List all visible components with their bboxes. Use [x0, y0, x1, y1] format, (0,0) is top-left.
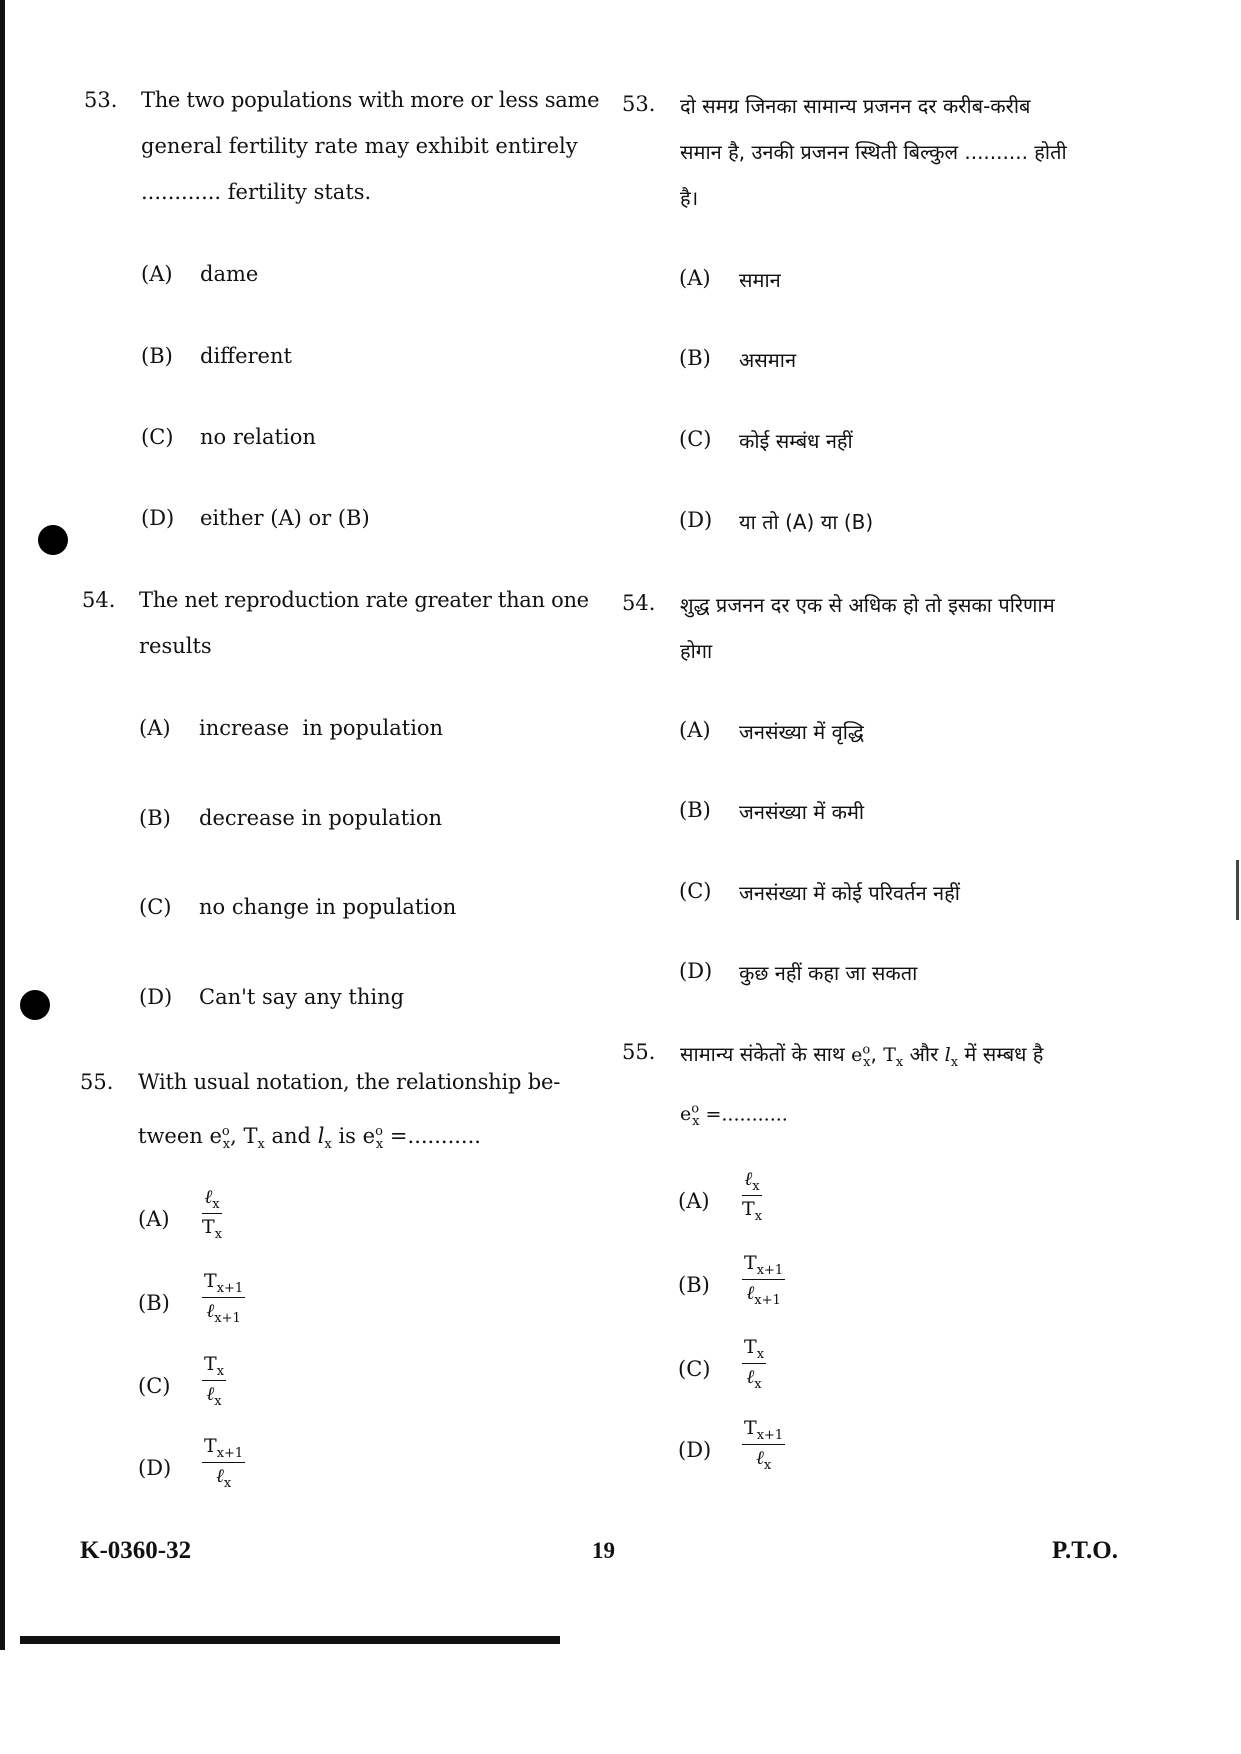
punch-hole-top: [38, 525, 68, 555]
option-label: (B): [678, 1273, 710, 1297]
option-label: (A): [141, 262, 173, 286]
option-label: (C): [678, 1357, 711, 1381]
option-text: dame: [200, 262, 259, 286]
option-fraction: ℓ$_x$ $T_x$: [742, 1168, 763, 1224]
question-line: समान है, उनकी प्रजनन स्थिती बिल्कुल .......... होती: [680, 140, 1067, 164]
e-symbol: $e^o_x$: [680, 1102, 700, 1130]
question-line-formula: $e^o_x$ =...........: [680, 1102, 788, 1130]
option-text: या तो (A) या (B): [739, 510, 874, 534]
option-label: (C): [679, 879, 712, 903]
question-line: शुद्ध प्रजनन दर एक से अधिक हो तो इसका परिणाम: [680, 593, 1055, 617]
option-text: either (A) or (B): [200, 506, 370, 530]
option-label: (D): [679, 959, 713, 983]
left-margin-line: [0, 0, 5, 1650]
page-number: 19: [592, 1538, 615, 1563]
question-number: 54.: [622, 591, 656, 615]
option-label: (D): [138, 1456, 172, 1480]
bottom-rule: [20, 1636, 560, 1644]
option-label: (B): [679, 798, 711, 822]
option-text: जनसंख्या में कमी: [739, 800, 865, 824]
option-label: (C): [138, 1374, 171, 1398]
option-fraction: $T_{x+1}$ ℓ$_{x+1}$: [204, 1270, 244, 1326]
l-symbol: $l_x$: [944, 1044, 959, 1070]
option-fraction: $T_{x+1}$ ℓ$_x$: [744, 1417, 784, 1473]
option-fraction: $T_{x+1}$ ℓ$_{x+1}$: [744, 1252, 784, 1308]
paper-code: K-0360-32: [80, 1537, 192, 1564]
option-label: (A): [138, 1207, 170, 1231]
l-symbol: $l_x$: [317, 1124, 332, 1153]
option-label: (D): [678, 1438, 712, 1462]
option-label: (B): [139, 806, 171, 830]
option-label: (C): [141, 425, 174, 449]
question-number: 53.: [84, 88, 118, 112]
question-line: दो समग्र जिनका सामान्य प्रजनन दर करीब-करीब: [680, 94, 1031, 118]
question-line: With usual notation, the relationship be-: [138, 1070, 561, 1094]
option-label: (D): [679, 508, 713, 532]
option-label: (D): [141, 506, 175, 530]
option-label: (A): [679, 266, 711, 290]
t-symbol: $T_x$: [883, 1044, 904, 1070]
option-text: no relation: [200, 425, 316, 449]
question-line: ............ fertility stats.: [141, 180, 372, 204]
question-line: The net reproduction rate greater than one: [139, 588, 589, 612]
option-text: समान: [739, 268, 781, 292]
option-text: no change in population: [199, 895, 457, 919]
option-label: (A): [678, 1189, 710, 1213]
option-fraction: $T_{x+1}$ ℓ$_x$: [204, 1435, 244, 1491]
t-symbol: $T_x$: [243, 1124, 265, 1153]
punch-hole-bottom: [20, 990, 50, 1020]
option-text: Can't say any thing: [199, 985, 405, 1009]
option-label: (C): [139, 895, 172, 919]
question-number: 54.: [82, 588, 116, 612]
question-line: है।: [680, 186, 699, 210]
question-line-formula: सामान्य संकेतों के साथ $e^o_x$, $T_x$ और $l_x$ में सम्बध है: [680, 1042, 1044, 1070]
question-number: 55.: [622, 1040, 656, 1064]
option-label: (B): [138, 1291, 170, 1315]
question-line: results: [139, 634, 212, 658]
option-label: (C): [679, 427, 712, 451]
question-number: 53.: [622, 92, 656, 116]
option-label: (D): [139, 985, 173, 1009]
option-text: जनसंख्या में कोई परिवर्तन नहीं: [739, 881, 960, 905]
question-line: general fertility rate may exhibit entirely: [141, 134, 578, 158]
option-text: जनसंख्या में वृद्धि: [739, 720, 864, 744]
option-text: असमान: [739, 348, 797, 372]
question-number: 55.: [80, 1070, 114, 1094]
option-text: कोई सम्बंध नहीं: [739, 429, 853, 453]
option-text: increase in population: [199, 716, 444, 740]
e-symbol: $e^o_x$: [209, 1124, 231, 1153]
option-fraction: ℓ$_x$ $T_x$: [202, 1186, 223, 1242]
e-symbol: $e^o_x$: [362, 1124, 384, 1153]
e-symbol: $e^o_x$: [851, 1042, 871, 1070]
option-text: कुछ नहीं कहा जा सकता: [739, 961, 918, 985]
question-line: होगा: [680, 639, 713, 663]
question-line-formula: tween $e^o_x$, $T_x$ and $l_x$ is $e^o_x$ =...........: [138, 1124, 481, 1153]
right-edge-mark: [1236, 860, 1239, 920]
option-text: decrease in population: [199, 806, 443, 830]
option-fraction: $T_x$ ℓ$_x$: [204, 1353, 225, 1409]
pto-label: P.T.O.: [1052, 1537, 1118, 1564]
option-text: different: [200, 344, 292, 368]
question-line: The two populations with more or less same: [141, 88, 600, 112]
option-label: (B): [141, 344, 173, 368]
option-label: (B): [679, 346, 711, 370]
option-fraction: $T_x$ ℓ$_x$: [744, 1336, 765, 1392]
option-label: (A): [679, 718, 711, 742]
option-label: (A): [139, 716, 171, 740]
